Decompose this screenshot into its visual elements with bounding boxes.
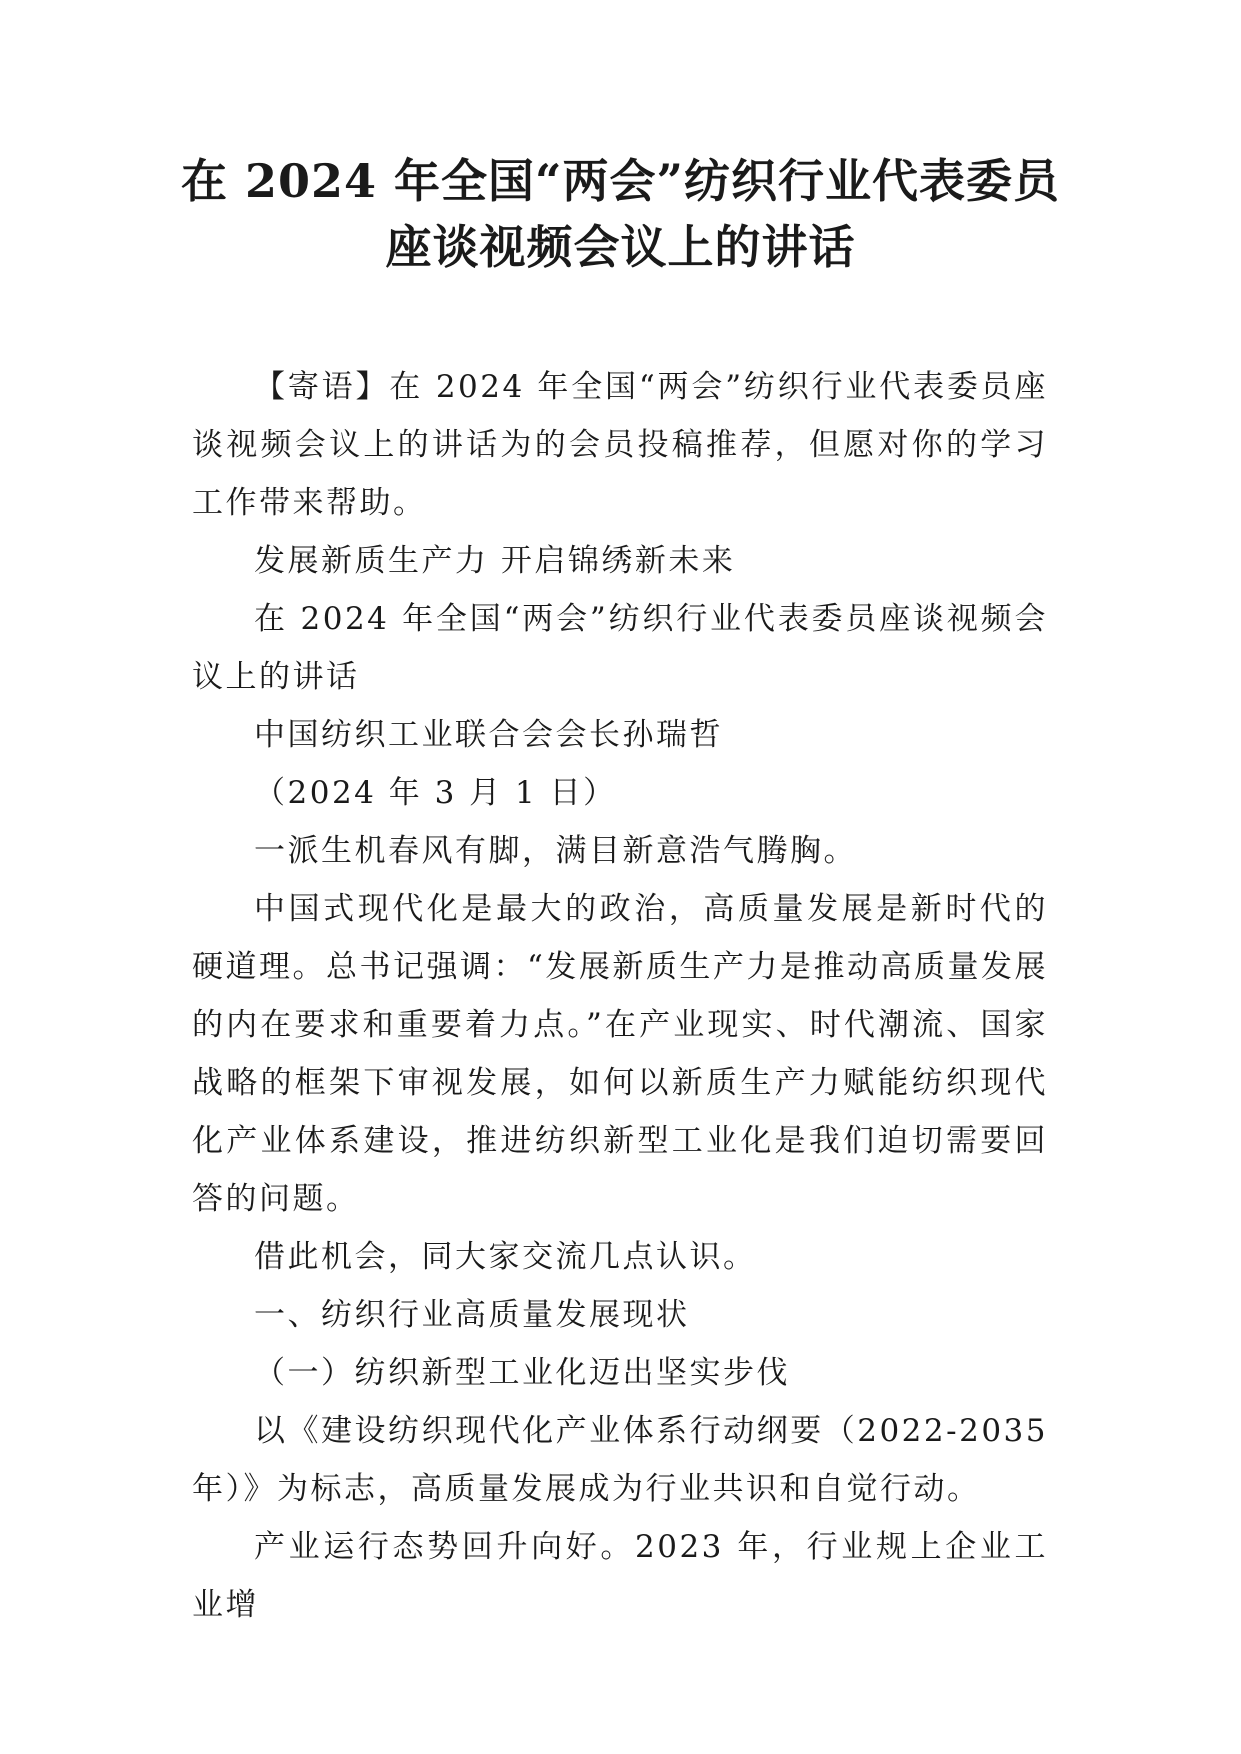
document-body [192, 358, 1048, 1634]
paragraph-foreword: 【寄语】在 2024 年全国“两会”纺织行业代表委员座谈视频会议上的讲话为的会员投稿推荐，但愿对你的学习工作带来帮助。 [192, 369, 1048, 521]
paragraph-body: 产业运行态势回升向好。2023 年，行业规上企业工业增 [192, 1529, 1048, 1623]
paragraph-subtitle: 发展新质生产力 开启锦绣新未来 [254, 543, 736, 579]
paragraph-speaker: 中国纺织工业联合会会长孙瑞哲 [254, 717, 723, 753]
subsection-heading: （一）纺织新型工业化迈出坚实步伐 [254, 1355, 790, 1391]
paragraph-speech-title: 在 2024 年全国“两会”纺织行业代表委员座谈视频会议上的讲话 [192, 601, 1048, 695]
paragraph-date: （2024 年 3 月 1 日） [254, 775, 617, 811]
document-title [150, 148, 1091, 280]
paragraph-body: 中国式现代化是最大的政治，高质量发展是新时代的硬道理。总书记强调：“发展新质生产力是推动高质量发展的内在要求和重要着力点。”在产业现实、时代潮流、国家战略的框架下审视发展，如何以新质生产力赋能纺织现代化产业体系建设，推进纺织新型工业化是我们迫切需要回答的问题。 [192, 891, 1048, 1217]
title-line-2: 座谈视频会议上的讲话 [385, 220, 856, 274]
paragraph-opening: 一派生机春风有脚，满目新意浩气腾胸。 [254, 833, 857, 869]
paragraph-body: 借此机会，同大家交流几点认识。 [254, 1239, 757, 1275]
title-line-1: 在 2024 年全国“两会”纺织行业代表委员 [181, 154, 1060, 208]
paragraph-body: 以《建设纺织现代化产业体系行动纲要（2022-2035 年）》为标志，高质量发展成为行业共识和自觉行动。 [192, 1413, 1048, 1507]
section-heading: 一、纺织行业高质量发展现状 [254, 1297, 690, 1333]
